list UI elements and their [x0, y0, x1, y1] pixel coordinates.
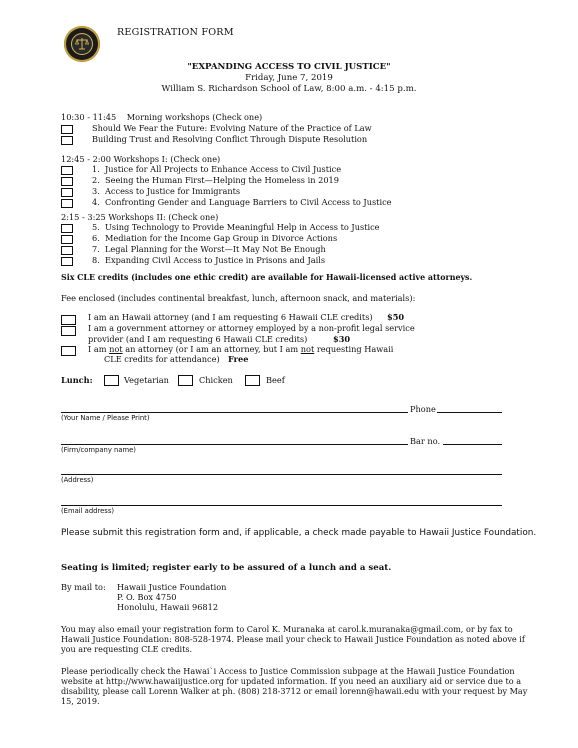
morning-option-1-label: Should We Fear the Future: Evolving Nature of the Practice of Law	[92, 123, 372, 133]
email-caption: (Email address)	[61, 507, 115, 515]
lunch-label: Lunch:	[61, 375, 93, 385]
website-disability-paragraph: Please periodically check the Hawai`i Access to Justice Commission subpage at the Hawaii Justice Foundation website at http://www.hawaiijustice.org for updated information. If you need an auxiliary aid or service due to a disability, please call Lorenn Walker at ph. (808) 218-3712 or email lorenn@hawaii.edu with your request by May 15, 2019.	[61, 666, 528, 707]
morning-label: Morning workshops (Check one)	[126, 112, 263, 122]
workshop-3-label: 3. Access to Justice for Immigrants	[92, 186, 241, 196]
fee-government-attorney-label-line1: I am a government attorney or attorney employed by a non-profit legal service	[88, 323, 415, 333]
fee-non-attorney-price: Free	[228, 354, 249, 364]
fee-hawaii-attorney-label: I am an Hawaii attorney (and I am requesting 6 Hawaii CLE credits)	[88, 312, 373, 322]
lunch-chicken-label: Chicken	[199, 375, 233, 385]
mail-address-line-3: Honolulu, Hawaii 96812	[117, 602, 219, 612]
morning-option-2-label: Building Trust and Resolving Conflict Through Dispute Resolution	[92, 134, 368, 144]
phone-field[interactable]	[437, 412, 502, 413]
workshop-5-label: 5. Using Technology to Provide Meaningful Help in Access to Justice	[92, 222, 380, 232]
morning-section-header	[61, 113, 262, 123]
lunch-vegetarian-label: Vegetarian	[124, 375, 169, 385]
address-field[interactable]	[61, 474, 502, 475]
workshop-8-label: 8. Expanding Civil Access to Justice in Prisons and Jails	[92, 255, 326, 265]
lunch-beef-checkbox[interactable]	[245, 375, 260, 386]
phone-label: Phone	[410, 404, 436, 414]
workshop-4-checkbox[interactable]	[61, 199, 73, 208]
fee-non-attorney-checkbox[interactable]	[61, 346, 76, 356]
fee-government-attorney-label-line2: provider (and I am requesting 6 Hawaii CLE credits)	[88, 334, 308, 344]
form-title: REGISTRATION FORM	[117, 27, 234, 38]
lunch-vegetarian-checkbox[interactable]	[104, 375, 119, 386]
morning-option-1-checkbox[interactable]	[61, 125, 73, 134]
workshops2-label: Workshops II: (Check one)	[108, 212, 219, 222]
scales-icon	[74, 36, 90, 52]
morning-time: 10:30 - 11:45	[61, 112, 117, 122]
fee-intro: Fee enclosed (includes continental breakfast, lunch, afternoon snack, and materials):	[61, 293, 416, 303]
workshop-7-label: 7. Legal Planning for the Worst—It May Not Be Enough	[92, 244, 326, 254]
morning-option-2-checkbox[interactable]	[61, 136, 73, 145]
seating-notice: Seating is limited; register early to be assured of a lunch and a seat.	[61, 563, 392, 573]
workshop-2-label: 2. Seeing the Human First—Helping the Homeless in 2019	[92, 175, 339, 185]
workshop-7-checkbox[interactable]	[61, 246, 73, 255]
fee-hawaii-attorney-price: $50	[387, 312, 405, 322]
workshop-1-checkbox[interactable]	[61, 166, 73, 175]
firm-caption: (Firm/company name)	[61, 446, 136, 454]
workshop-5-checkbox[interactable]	[61, 224, 73, 233]
name-field[interactable]	[61, 412, 408, 413]
bar-number-label: Bar no.	[410, 436, 441, 446]
address-caption: (Address)	[61, 476, 94, 484]
workshop-4-label: 4. Confronting Gender and Language Barriers to Civil Access to Justice	[92, 197, 392, 207]
fee-hawaii-attorney-checkbox[interactable]	[61, 315, 76, 325]
event-location: William S. Richardson School of Law, 8:00 a.m. - 4:15 p.m.	[161, 84, 417, 94]
lunch-beef-label: Beef	[266, 375, 285, 385]
event-title: "EXPANDING ACCESS TO CIVIL JUSTICE"	[187, 62, 391, 72]
workshops1-label: Workshops I: (Check one)	[113, 154, 221, 164]
fee-non-attorney-label-line1: I am not an attorney (or I am an attorney, but I am not requesting Hawaii	[88, 344, 394, 354]
mail-address-line-1: Hawaii Justice Foundation	[117, 582, 227, 592]
event-date: Friday, June 7, 2019	[245, 73, 333, 83]
workshop-6-checkbox[interactable]	[61, 235, 73, 244]
email-field[interactable]	[61, 505, 502, 506]
bar-number-field[interactable]	[443, 444, 502, 445]
mail-label: By mail to:	[61, 582, 106, 592]
email-fax-paragraph: You may also email your registration form to Carol K. Muranaka at carol.k.muranaka@gmail.com, or by fax to Hawaii Justice Foundation: 808-528-1974. Please mail your check to Hawaii Justice Foundation as noted above if you are requesting CLE credits.	[61, 624, 525, 655]
workshop-8-checkbox[interactable]	[61, 257, 73, 266]
workshop-3-checkbox[interactable]	[61, 188, 73, 197]
workshops1-time: 12:45 - 2:00	[61, 154, 111, 164]
submit-instructions: Please submit this registration form and, if applicable, a check made payable to Hawaii Justice Foundation.	[61, 528, 537, 538]
name-caption: (Your Name / Please Print)	[61, 414, 150, 422]
mail-address-line-2: P. O. Box 4750	[117, 592, 177, 602]
workshops2-time: 2:15 - 3:25	[61, 212, 106, 222]
fee-government-attorney-checkbox[interactable]	[61, 326, 76, 336]
fee-government-attorney-price: $30	[333, 334, 351, 344]
workshop-1-label: 1. Justice for All Projects to Enhance Access to Civil Justice	[92, 164, 342, 174]
cle-credits-note: Six CLE credits (includes one ethic credit) are available for Hawaii-licensed active attorneys.	[61, 273, 473, 282]
workshop-6-label: 6. Mediation for the Income Gap Group in Divorce Actions	[92, 233, 338, 243]
firm-field[interactable]	[61, 444, 408, 445]
lunch-chicken-checkbox[interactable]	[178, 375, 193, 386]
foundation-seal-logo	[64, 26, 100, 62]
fee-non-attorney-label-line2: CLE credits for attendance)	[104, 354, 220, 364]
workshop-2-checkbox[interactable]	[61, 177, 73, 186]
